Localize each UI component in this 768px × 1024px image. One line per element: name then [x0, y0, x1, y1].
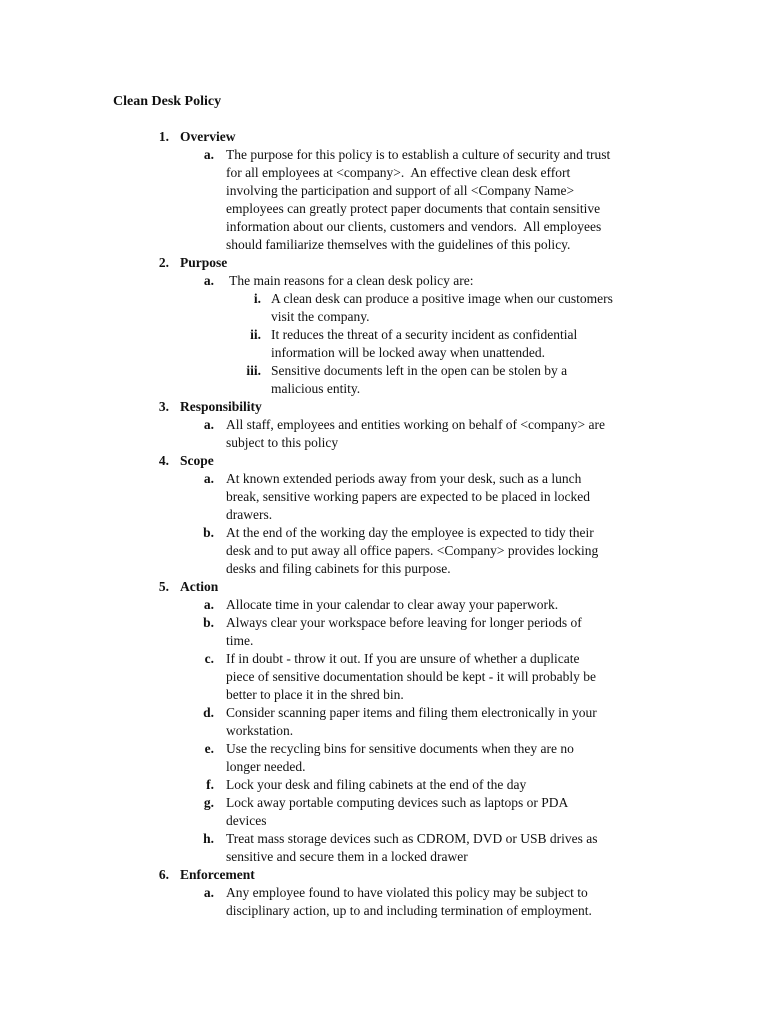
- item-letter: b.: [203, 615, 214, 630]
- item-text-line: disciplinary action, up to and including termination of employment.: [226, 903, 592, 918]
- item-text-line: desks and filing cabinets for this purpose.: [226, 561, 451, 576]
- item-text-line: Allocate time in your calendar to clear away your paperwork.: [226, 597, 559, 612]
- policy-section: [0, 866, 768, 920]
- item-text-line: If in doubt - throw it out. If you are unsure of whether a duplicate: [226, 651, 580, 666]
- section-heading: [0, 398, 768, 416]
- item-letter: g.: [203, 795, 214, 810]
- item-text-line: longer needed.: [226, 759, 306, 774]
- policy-section: [0, 254, 768, 398]
- item-letter: e.: [204, 741, 214, 756]
- list-item: [0, 272, 636, 290]
- sub-item-text-line: It reduces the threat of a security incident as confidential: [271, 327, 578, 342]
- item-text-line: break, sensitive working papers are expected to be placed in locked: [226, 489, 590, 504]
- section-number: 5.: [158, 579, 169, 594]
- item-text-line: for all employees at <company>. An effective clean desk effort: [226, 165, 571, 180]
- item-text-line: The purpose for this policy is to establish a culture of security and trust: [226, 147, 611, 162]
- item-text-line: information about our clients, customers and vendors. All employees: [226, 219, 602, 234]
- item-text-line: better to place it in the shred bin.: [226, 687, 404, 702]
- list-item: [0, 704, 636, 740]
- list-item: [0, 884, 636, 920]
- sub-item-number: i.: [253, 291, 261, 306]
- item-letter: a.: [203, 597, 214, 612]
- policy-sections: [0, 128, 768, 920]
- sub-item-text-line: A clean desk can produce a positive image when our customers: [271, 291, 613, 306]
- list-item: [0, 596, 636, 614]
- item-letter: d.: [203, 705, 214, 720]
- list-item: [0, 416, 636, 452]
- sub-list-item: [0, 326, 656, 362]
- section-number: 4.: [158, 453, 169, 468]
- section-number: 2.: [158, 255, 169, 270]
- item-text-line: Consider scanning paper items and filing them electronically in your: [226, 705, 597, 720]
- section-heading: [0, 578, 768, 596]
- section-title: Scope: [180, 453, 214, 468]
- sub-item-text-line: visit the company.: [271, 309, 370, 324]
- section-title: Action: [180, 579, 219, 594]
- section-title: Enforcement: [180, 867, 255, 882]
- item-text-line: piece of sensitive documentation should be kept - it will probably be: [226, 669, 597, 684]
- item-letter: a.: [203, 273, 214, 288]
- item-text-line: Always clear your workspace before leaving for longer periods of: [226, 615, 582, 630]
- sub-item-number: iii.: [246, 363, 261, 378]
- item-letter: a.: [203, 885, 214, 900]
- section-heading: [0, 866, 768, 884]
- list-item: [0, 740, 636, 776]
- section-heading: [0, 452, 768, 470]
- item-text-line: Any employee found to have violated this policy may be subject to: [226, 885, 588, 900]
- sub-list-item: [0, 362, 656, 398]
- item-text-line: The main reasons for a clean desk policy are:: [226, 273, 474, 288]
- item-text-line: drawers.: [226, 507, 273, 522]
- sub-item-text-line: information will be locked away when unattended.: [271, 345, 546, 360]
- item-text-line: desk and to put away all office papers. <Company> provides locking: [226, 543, 599, 558]
- list-item: [0, 794, 636, 830]
- sub-item-text-line: malicious entity.: [271, 381, 361, 396]
- section-heading: [0, 254, 768, 272]
- list-item: [0, 650, 636, 704]
- item-text-line: workstation.: [226, 723, 294, 738]
- sub-list-item: [0, 290, 656, 326]
- item-letter: h.: [203, 831, 214, 846]
- item-text-line: At the end of the working day the employee is expected to tidy their: [226, 525, 594, 540]
- list-item: [0, 776, 636, 794]
- policy-section: [0, 452, 768, 578]
- section-number: 6.: [158, 867, 169, 882]
- list-item: [0, 146, 636, 254]
- list-item: [0, 524, 636, 578]
- item-text-line: should familiarize themselves with the guidelines of this policy.: [226, 237, 571, 252]
- section-number: 1.: [158, 129, 169, 144]
- item-text-line: employees can greatly protect paper documents that contain sensitive: [226, 201, 601, 216]
- document-title: Clean Desk Policy: [113, 94, 222, 109]
- item-letter: b.: [203, 525, 214, 540]
- item-text-line: sensitive and secure them in a locked drawer: [226, 849, 468, 864]
- item-letter: c.: [204, 651, 214, 666]
- section-heading: [0, 128, 768, 146]
- sub-item-text-line: Sensitive documents left in the open can be stolen by a: [271, 363, 568, 378]
- item-text-line: At known extended periods away from your desk, such as a lunch: [226, 471, 582, 486]
- item-text-line: Lock your desk and filing cabinets at the end of the day: [226, 777, 527, 792]
- list-item: [0, 830, 636, 866]
- item-text-line: All staff, employees and entities working on behalf of <company> are: [226, 417, 605, 432]
- section-title: Responsibility: [180, 399, 262, 414]
- list-item: [0, 470, 636, 524]
- item-text-line: Use the recycling bins for sensitive documents when they are no: [226, 741, 574, 756]
- item-text-line: involving the participation and support of all <Company Name>: [226, 183, 575, 198]
- section-title: Overview: [180, 129, 236, 144]
- item-letter: a.: [203, 147, 214, 162]
- section-number: 3.: [158, 399, 169, 414]
- policy-section: [0, 578, 768, 866]
- item-letter: a.: [203, 417, 214, 432]
- list-item: [0, 614, 636, 650]
- item-text-line: time.: [226, 633, 254, 648]
- sub-item-number: ii.: [250, 327, 261, 342]
- item-text-line: Lock away portable computing devices such as laptops or PDA: [226, 795, 569, 810]
- policy-section: [0, 398, 768, 452]
- item-letter: f.: [206, 777, 214, 792]
- item-text-line: subject to this policy: [226, 435, 339, 450]
- item-text-line: devices: [226, 813, 267, 828]
- policy-section: [0, 128, 768, 254]
- item-letter: a.: [203, 471, 214, 486]
- item-text-line: Treat mass storage devices such as CDROM, DVD or USB drives as: [226, 831, 598, 846]
- section-title: Purpose: [180, 255, 228, 270]
